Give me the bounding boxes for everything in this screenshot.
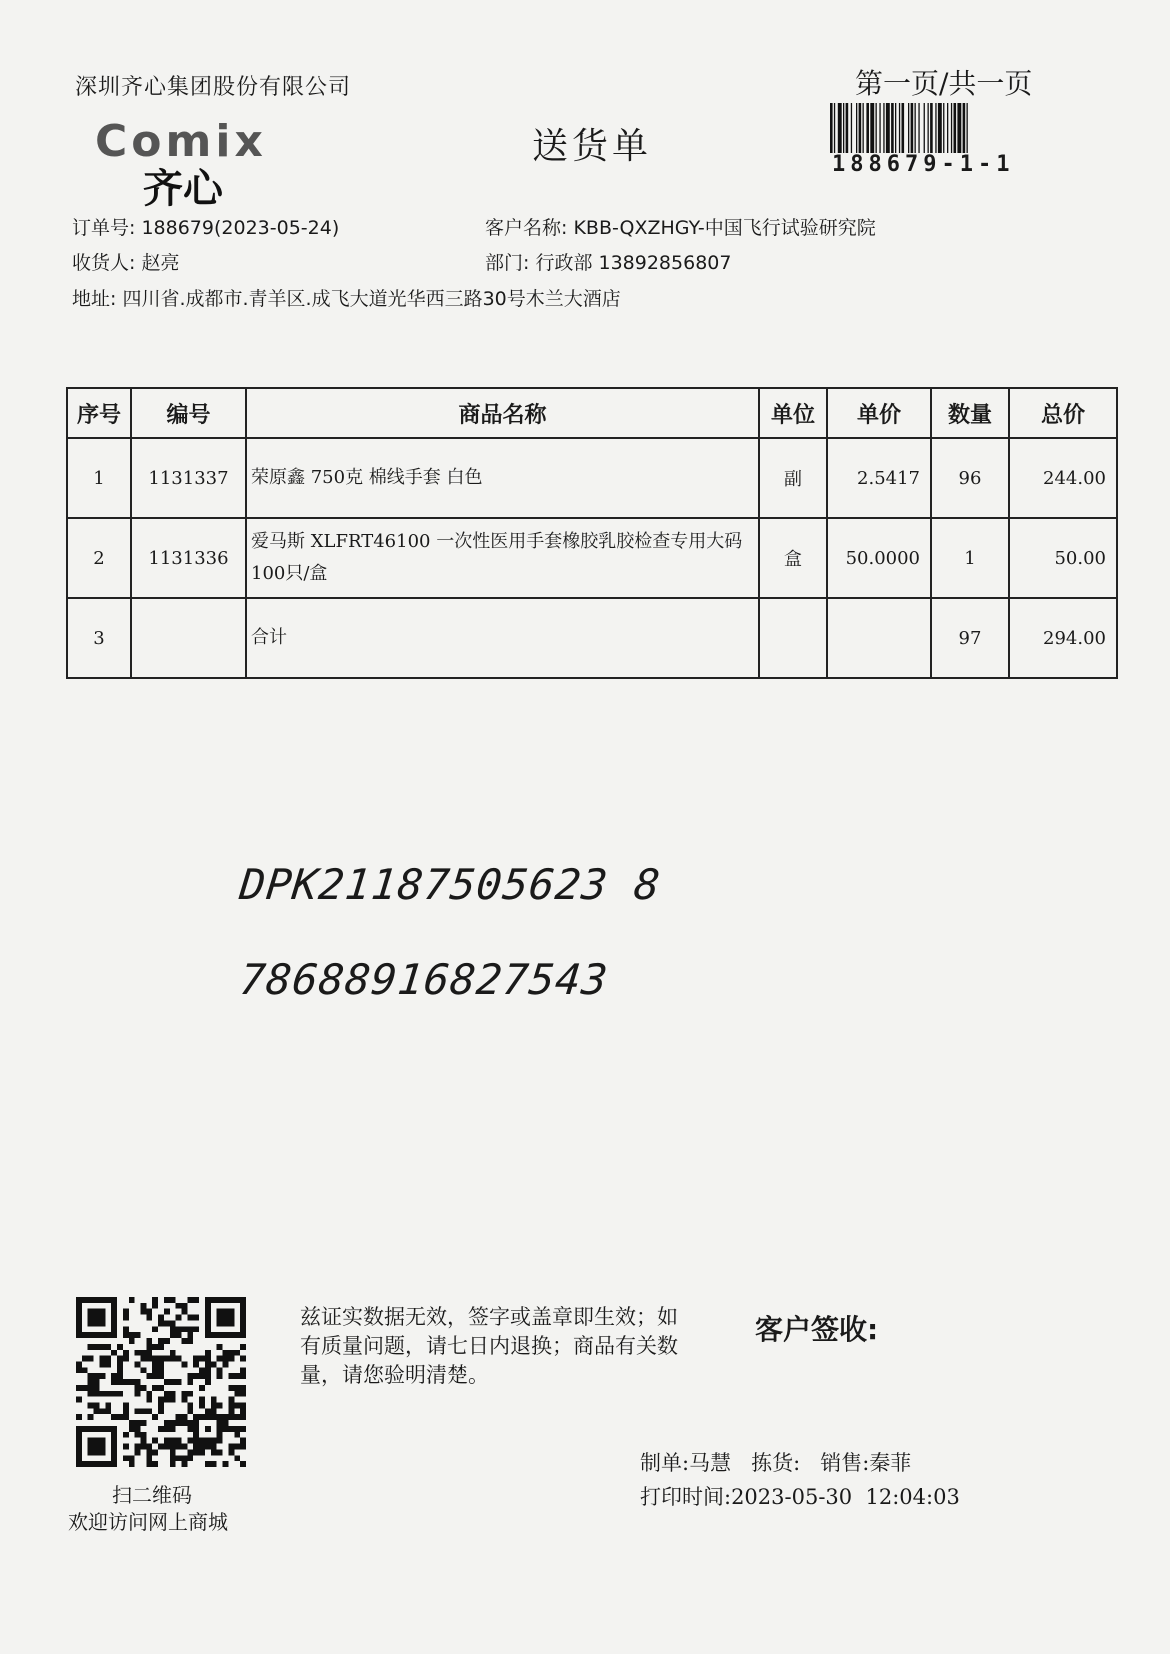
customer-name-field <box>485 213 876 240</box>
department-label: 部门: <box>485 252 530 274</box>
cell-unit: 盒 <box>759 518 827 598</box>
department-field <box>485 248 731 275</box>
cell-seq: 1 <box>67 438 131 518</box>
items-table <box>66 387 1118 679</box>
address-label: 地址: <box>72 288 117 310</box>
staff-info: 制单:马慧 拣货: 销售:秦菲 <box>640 1451 912 1475</box>
order-number-value: 188679(2023-05-24) <box>141 217 340 239</box>
cell-total-label: 合计 <box>246 598 759 678</box>
qr-caption-scan: 扫二维码 <box>112 1483 192 1507</box>
cell-unit <box>759 598 827 678</box>
notice-text: 兹证实数据无效，签字或盖章即生效；如有质量问题，请七日内退换；商品有关数量，请您验明清楚。 <box>300 1305 678 1387</box>
cell-total: 244.00 <box>1009 438 1117 518</box>
cell-code: 1131337 <box>131 438 246 518</box>
cell-unit-price: 50.0000 <box>827 518 931 598</box>
svg-text:齐心: 齐心 <box>143 166 223 208</box>
customer-name-value: KBB-QXZHGY-中国飞行试验研究院 <box>573 217 876 239</box>
order-number-label: 订单号: <box>72 217 136 239</box>
col-header-total: 总价 <box>1009 388 1117 438</box>
cell-product-name: 荣原鑫 750克 棉线手套 白色 <box>246 438 759 518</box>
col-header-unit: 单位 <box>759 388 827 438</box>
qr-caption-welcome: 欢迎访问网上商城 <box>68 1510 228 1534</box>
cell-total: 50.00 <box>1009 518 1117 598</box>
receiver-field <box>72 248 179 275</box>
cell-code: 1131336 <box>131 518 246 598</box>
receiver-label: 收货人: <box>72 252 136 274</box>
cell-unit: 副 <box>759 438 827 518</box>
address-value: 四川省.成都市.青羊区.成飞大道光华西三路30号木兰大酒店 <box>122 288 621 310</box>
document-title: 送货单 <box>532 126 653 167</box>
cell-seq: 2 <box>67 518 131 598</box>
cell-product-name: 爱马斯 XLFRT46100 一次性医用手套橡胶乳胶检查专用大码100只/盒 <box>246 518 759 598</box>
col-header-product-name: 商品名称 <box>246 388 759 438</box>
print-time: 打印时间:2023-05-30 12:04:03 <box>640 1485 960 1509</box>
cell-unit-price <box>827 598 931 678</box>
cell-grand-total: 294.00 <box>1009 598 1117 678</box>
customer-name-label: 客户名称: <box>485 217 568 239</box>
company-name: 深圳齐心集团股份有限公司 <box>75 75 352 100</box>
cell-quantity: 96 <box>931 438 1009 518</box>
customer-signature-label: 客户签收: <box>755 1313 879 1346</box>
col-header-seq: 序号 <box>67 388 131 438</box>
handwritten-tracking-1: DPK21187505623 8 <box>237 860 664 909</box>
table-row <box>67 518 1117 598</box>
barcode-image <box>830 103 1020 153</box>
svg-text:Comix: Comix <box>95 118 267 167</box>
address-field <box>72 284 621 311</box>
receiver-value: 赵亮 <box>141 252 180 274</box>
cell-unit-price: 2.5417 <box>827 438 931 518</box>
order-number-field <box>72 213 339 240</box>
col-header-quantity: 数量 <box>931 388 1009 438</box>
cell-seq: 3 <box>67 598 131 678</box>
table-total-row <box>67 598 1117 678</box>
cell-code <box>131 598 246 678</box>
page-indicator: 第一页/共一页 <box>855 67 1033 100</box>
table-row <box>67 438 1117 518</box>
comix-logo <box>95 118 305 208</box>
cell-quantity: 1 <box>931 518 1009 598</box>
table-header-row <box>67 388 1117 438</box>
qr-code-image <box>76 1297 246 1467</box>
barcode-number: 188679-1-1 <box>832 152 1015 177</box>
department-value: 行政部 13892856807 <box>535 252 732 274</box>
col-header-unit-price: 单价 <box>827 388 931 438</box>
handwritten-tracking-2: 78688916827543 <box>237 955 611 1004</box>
cell-total-quantity: 97 <box>931 598 1009 678</box>
col-header-code: 编号 <box>131 388 246 438</box>
